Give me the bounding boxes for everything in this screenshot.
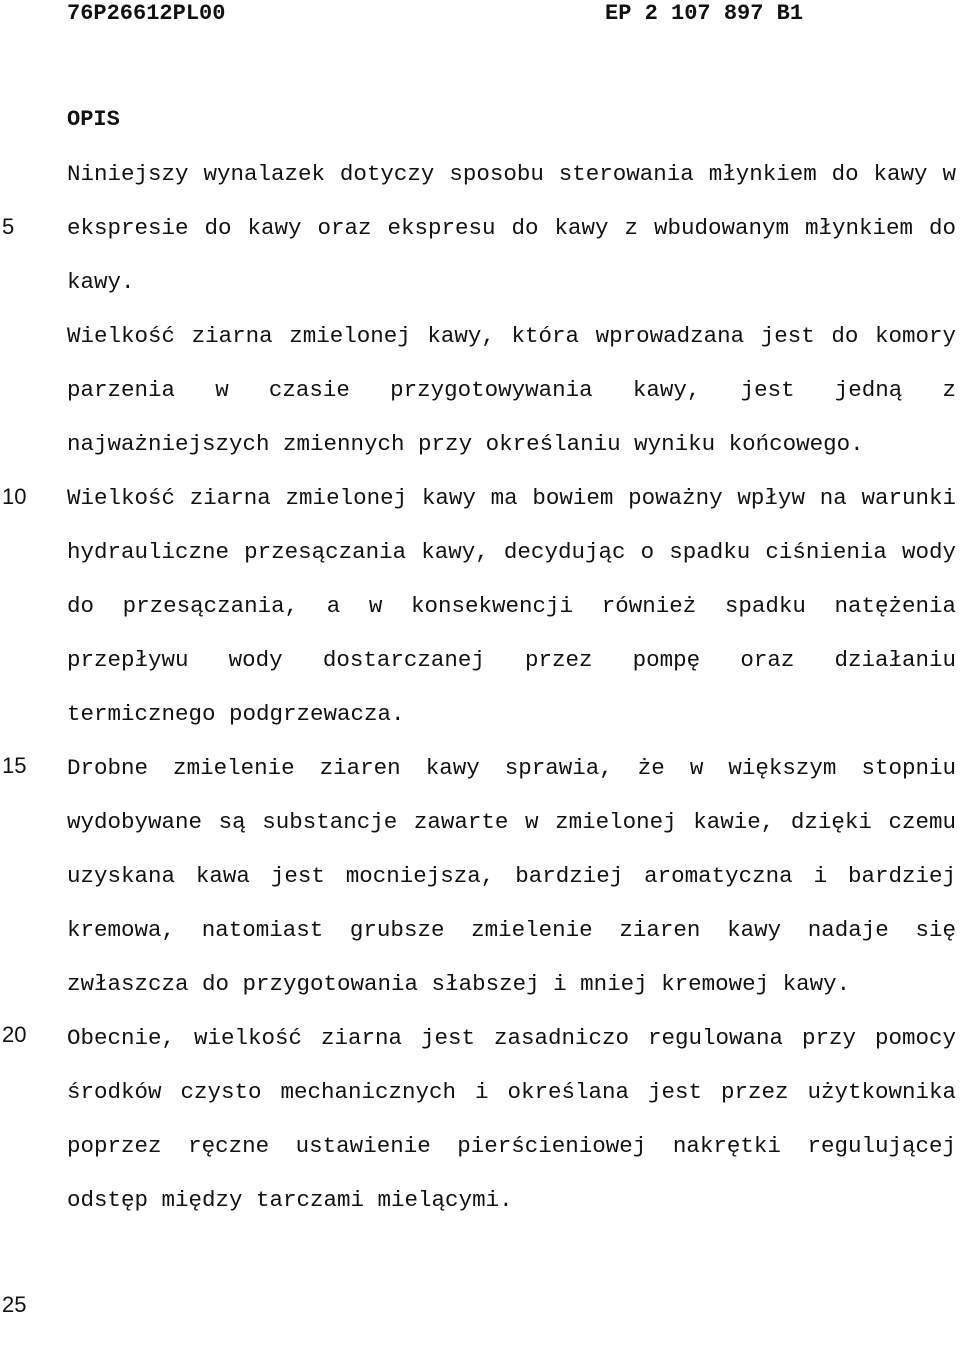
section-title: OPIS	[67, 107, 120, 132]
paragraph: Drobne zmielenie ziaren kawy sprawia, że w większym stopniu wydobywane są substancje zawarte w zmielonej kawie, dzięki czemu uzyskana kawa jest mocniejsza, bardziej aromatyczna i bardziej kremowa, natomiast grubsze zmielenie ziaren kawy nadaje się zwłaszcza do przygotowania słabszej i mniej kremowej kawy.	[67, 755, 956, 997]
line-number: 25	[2, 1292, 27, 1317]
description-body	[67, 147, 956, 1227]
line-number: 20	[2, 1022, 27, 1047]
line-number: 5	[2, 214, 15, 239]
paragraph: Wielkość ziarna zmielonej kawy, która wprowadzana jest do komory parzenia w czasie przygotowywania kawy, jest jedną z najważniejszych zmiennych przy określaniu wyniku końcowego.	[67, 323, 956, 457]
paragraph: Niniejszy wynalazek dotyczy sposobu sterowania młynkiem do kawy w ekspresie do kawy oraz ekspresu do kawy z wbudowanym młynkiem do kawy.	[67, 161, 956, 295]
page-header	[0, 0, 960, 30]
paragraph: Obecnie, wielkość ziarna jest zasadniczo regulowana przy pomocy środków czysto mechanicznych i określana jest przez użytkownika poprzez ręczne ustawienie pierścieniowej nakrętki regulującej odstęp między tarczami mielącymi.	[67, 1025, 956, 1213]
line-number: 15	[2, 753, 27, 778]
line-number: 10	[2, 484, 27, 509]
document-id: 76P26612PL00	[67, 1, 226, 26]
paragraph: Wielkość ziarna zmielonej kawy ma bowiem poważny wpływ na warunki hydrauliczne przesączania kawy, decydując o spadku ciśnienia wody do przesączania, a w konsekwencji również spadku natężenia przepływu wody dostarczanej przez pompę oraz działaniu termicznego podgrzewacza.	[67, 485, 956, 727]
publication-number: EP 2 107 897 B1	[605, 1, 804, 26]
